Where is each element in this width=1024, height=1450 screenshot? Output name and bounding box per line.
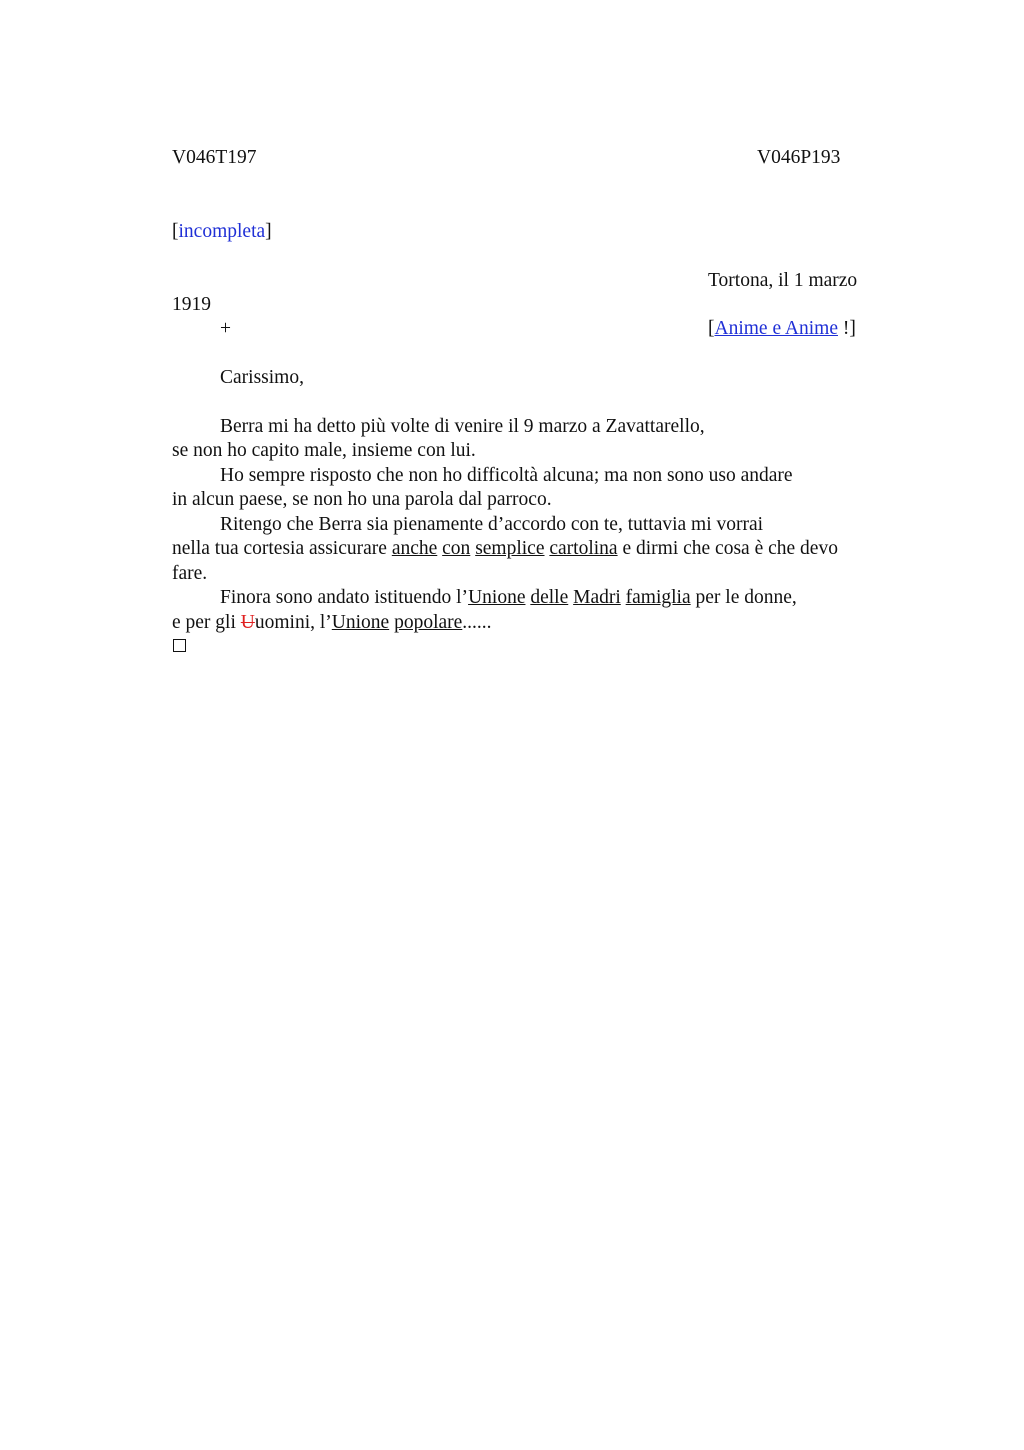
paragraph-4-line-1 [220, 586, 797, 610]
status-open-bracket: [ [172, 221, 179, 242]
status-label: incompleta [178, 221, 266, 242]
text-segment: e per gli [172, 612, 241, 633]
underlined-word: delle [530, 587, 569, 608]
salutation: Carissimo, [220, 367, 304, 388]
underlined-word: anche [391, 538, 438, 559]
paragraph-2-line-1: Ho sempre risposto che non ho difficoltà alcuna; ma non sono uso andare [220, 465, 793, 486]
text-segment: e dirmi che cosa è che devo [617, 538, 838, 559]
paragraph-3-line-3: fare. [172, 563, 208, 584]
struck-letter: U [240, 612, 255, 633]
document-code-right: V046P193 [757, 147, 841, 168]
paragraph-3-line-2 [172, 537, 838, 561]
status-tag [172, 220, 272, 244]
underlined-word: con [442, 538, 471, 559]
text-segment: per le donne, [690, 587, 797, 608]
motto-link[interactable]: Anime e Anime [714, 318, 838, 339]
text-segment: Finora sono andato istituendo l’ [220, 587, 469, 608]
motto [708, 317, 856, 341]
status-close-bracket: ] [265, 221, 272, 242]
document-code-left: V046T197 [172, 147, 257, 168]
underlined-word: semplice [475, 538, 545, 559]
text-segment: ...... [462, 612, 492, 633]
motto-suffix: !] [837, 318, 856, 339]
paragraph-1-line-1: Berra mi ha detto più volte di venire il 9 marzo a Zavattarello, [220, 416, 705, 437]
dateline: Tortona, il 1 marzo [708, 270, 858, 291]
underlined-word: cartolina [549, 538, 618, 559]
underlined-word: Unione [331, 612, 390, 633]
underlined-word: popolare [394, 612, 463, 633]
text-segment: nella tua cortesia assicurare [172, 538, 392, 559]
paragraph-4-line-2 [172, 611, 492, 635]
text-segment: uomini, l’ [254, 612, 332, 633]
paragraph-1-line-2: se non ho capito male, insieme con lui. [172, 440, 476, 461]
end-of-text-box-icon [173, 639, 186, 652]
paragraph-3-line-1: Ritengo che Berra sia pienamente d’accordo con te, tuttavia mi vorrai [220, 514, 764, 535]
motto-open-bracket: [ [708, 318, 715, 339]
underlined-word: famiglia [625, 587, 691, 608]
underlined-word: Madri [573, 587, 621, 608]
underlined-word: Unione [468, 587, 526, 608]
dateline-year: 1919 [172, 294, 211, 315]
paragraph-2-line-2: in alcun paese, se non ho una parola dal parroco. [172, 489, 552, 510]
cross-symbol: + [220, 318, 231, 339]
